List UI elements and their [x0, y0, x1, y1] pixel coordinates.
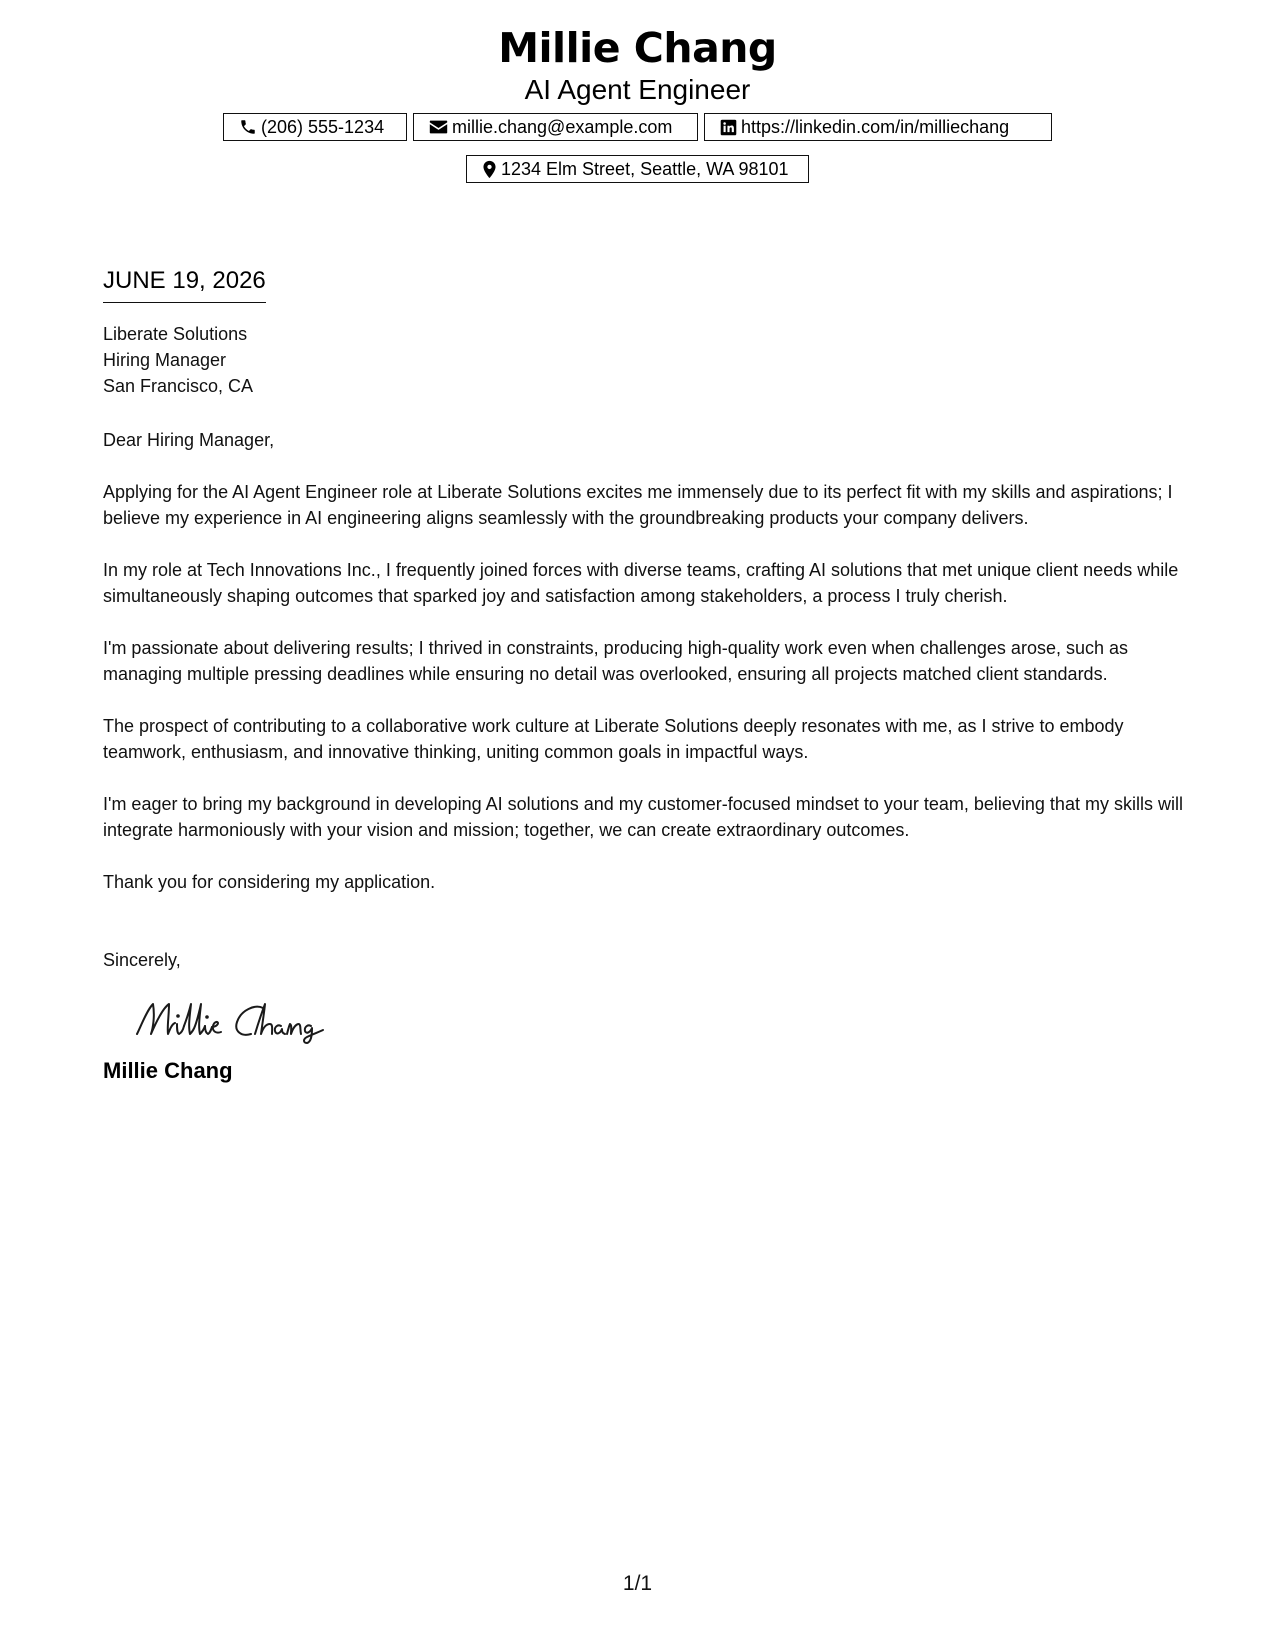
contact-phone[interactable]	[223, 113, 407, 141]
paragraph: The prospect of contributing to a collaborative work culture at Liberate Solutions deeply resonates with me, as I strive to embody teamwork, enthusiasm, and innovative thinking, uniting common goals in impactful ways.	[103, 715, 1124, 762]
contact-phone-text: (206) 555-1234	[261, 116, 385, 137]
contact-email[interactable]	[413, 113, 698, 141]
contact-bar	[0, 113, 1275, 183]
letter-header	[0, 22, 1275, 106]
letter-body	[103, 266, 1183, 1084]
paragraph: I'm eager to bring my background in developing AI solutions and my customer-focused mindset to your team, believing that my skills will integrate harmoniously with your vision and mission; together, we can create extraordinary outcomes.	[103, 793, 1183, 840]
paragraph-thanks: Thank you for considering my application.	[103, 871, 436, 892]
applicant-role: AI Agent Engineer	[524, 74, 751, 105]
contact-linkedin[interactable]	[704, 113, 1052, 141]
handwritten-signature	[131, 996, 341, 1044]
envelope-icon	[429, 119, 448, 135]
recipient-title: Hiring Manager	[103, 350, 227, 370]
contact-linkedin-text: https://linkedin.com/in/milliechang	[741, 116, 1010, 137]
recipient-location: San Francisco, CA	[103, 376, 254, 396]
contact-email-text: millie.chang@example.com	[452, 116, 673, 137]
letter-date: JUNE 19, 2026	[103, 266, 266, 303]
closing: Sincerely,	[103, 950, 181, 970]
recipient-company: Liberate Solutions	[103, 324, 248, 344]
phone-icon	[239, 118, 257, 136]
applicant-name: Millie Chang	[498, 24, 777, 72]
salutation: Dear Hiring Manager,	[103, 430, 275, 450]
map-pin-icon	[482, 160, 497, 179]
paragraph: I'm passionate about delivering results; I thrived in constraints, producing high-quality work even when challenges arose, such as managing multiple pressing deadlines while ensuring no detail was overlooked, ensuring all projects matched client standards.	[103, 637, 1128, 684]
contact-address[interactable]	[466, 155, 809, 183]
signer-name: Millie Chang	[103, 1057, 233, 1083]
linkedin-icon	[720, 119, 737, 136]
contact-address-text: 1234 Elm Street, Seattle, WA 98101	[501, 158, 789, 179]
paragraph: Applying for the AI Agent Engineer role at Liberate Solutions excites me immensely due to its perfect fit with my skills and aspirations; I believe my experience in AI engineering aligns seamlessly with the groundbreaking products your company delivers.	[103, 481, 1173, 528]
paragraph: In my role at Tech Innovations Inc., I frequently joined forces with diverse teams, crafting AI solutions that met unique client needs while simultaneously shaping outcomes that sparked joy and satisfaction among stakeholders, a process I truly cherish.	[103, 559, 1179, 606]
recipient-block	[103, 321, 1183, 399]
page-number: 1/1	[622, 1572, 653, 1595]
